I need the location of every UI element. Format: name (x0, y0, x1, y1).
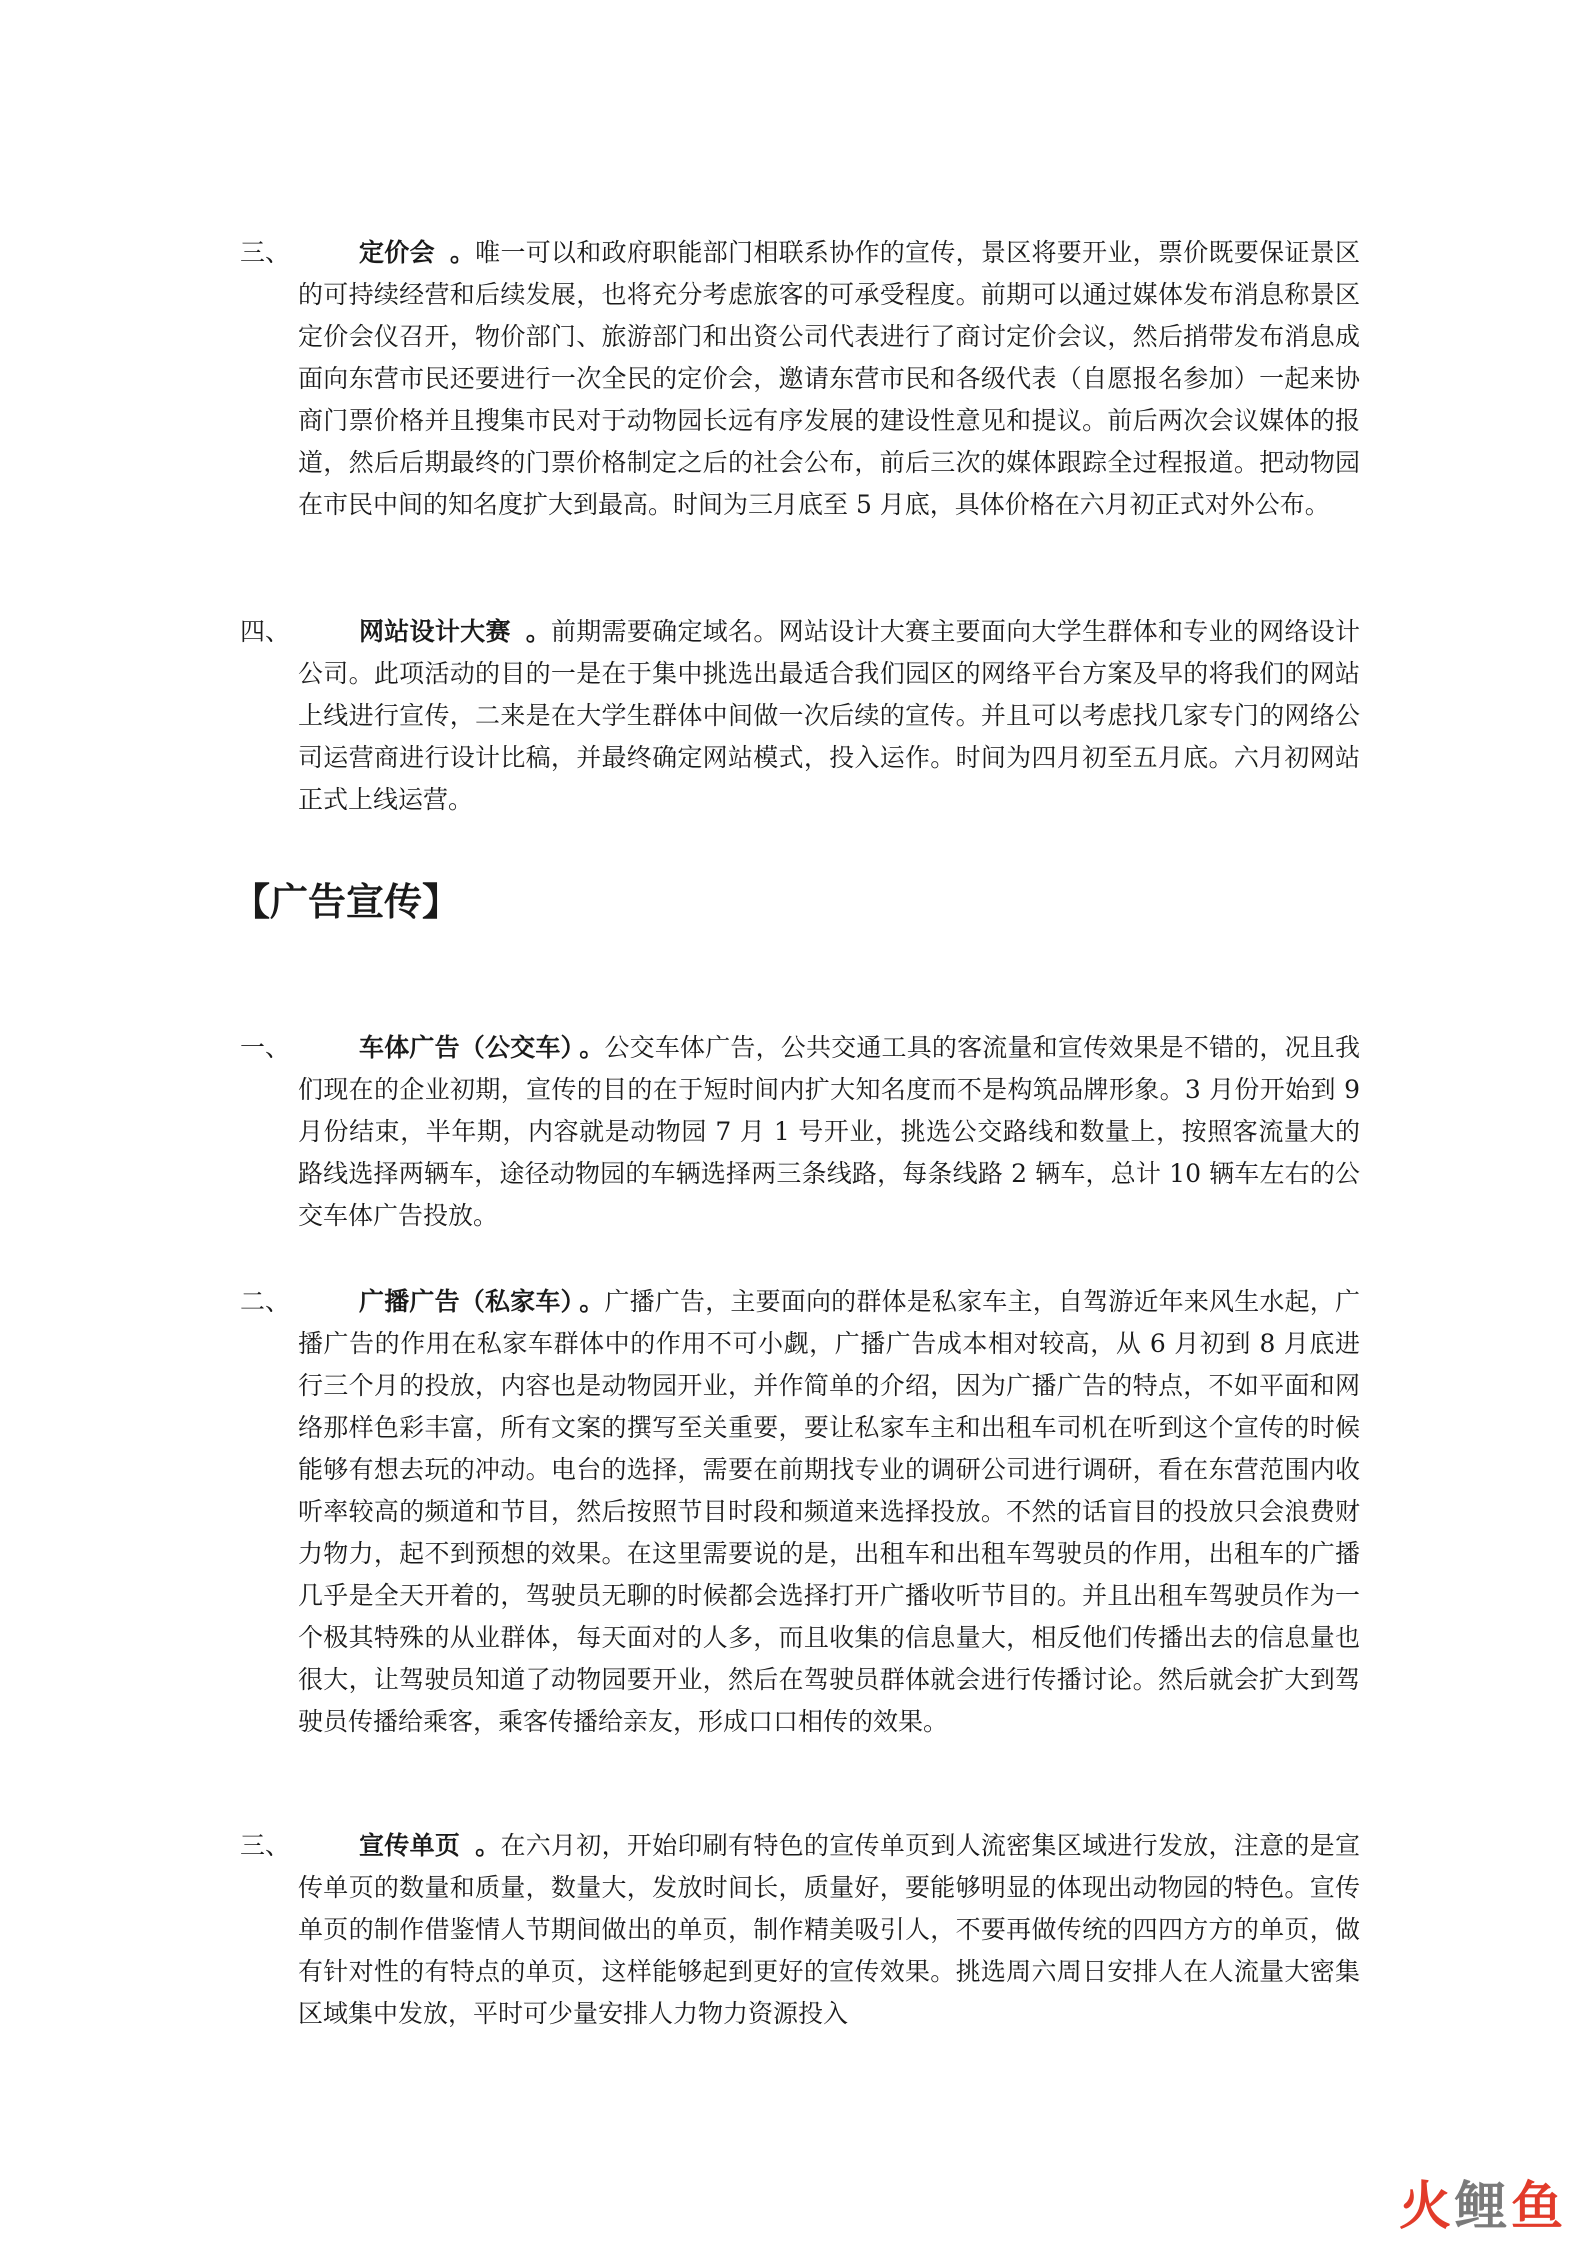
title-separator: 。 (579, 1287, 605, 1316)
section-title: 网站设计大赛 (359, 617, 511, 646)
section-title: 车体广告（公交车） (359, 1033, 574, 1062)
section-title: 广播广告（私家车） (359, 1287, 574, 1316)
watermark-char: 鱼 (1510, 2177, 1563, 2237)
section-text (298, 1027, 1360, 1237)
section-text (298, 611, 1360, 821)
watermark-char: 鲤 (1454, 2177, 1507, 2237)
title-separator: 。 (579, 1033, 605, 1062)
section-number: 三、 (240, 238, 291, 267)
watermark-char: 火 (1398, 2177, 1451, 2237)
section-body: 前期需要确定域名。网站设计大赛主要面向大学生群体和专业的网络设计公司。此项活动的目的一是在于集中挑选出最适合我们园区的网络平台方案及早的将我们的网站上线进行宣传，二来是在大学生群体中间做一次后续的宣传。并且可以考虑找几家专门的网络公司运营商进行设计比稿，并最终确定网站模式，投入运作。时间为四月初至五月底。六月初网站正式上线运营。 (298, 617, 1360, 814)
section-title: 宣传单页 (359, 1831, 461, 1860)
section-text (298, 1281, 1360, 1743)
section-body: 公交车体广告，公共交通工具的客流量和宣传效果是不错的，况且我们现在的企业初期，宣传的目的在于短时间内扩大知名度而不是构筑品牌形象。3 月份开始到 9 月份结束，半年期，内容就是动物园 7 月 1 号开业，挑选公交路线和数量上，按照客流量大的路线选择两辆车，途径动物园的车辆选择两三条线路，每条线路 2 辆车，总计 10 辆车左右的公交车体广告投放。 (298, 1033, 1360, 1230)
watermark-logo (1399, 2164, 1563, 2239)
section-body: 唯一可以和政府职能部门相联系协作的宣传，景区将要开业，票价既要保证景区的可持续经营和后续发展，也将充分考虑旅客的可承受程度。前期可以通过媒体发布消息称景区定价会仪召开，物价部门、旅游部门和出资公司代表进行了商讨定价会议，然后捎带发布消息成面向东营市民还要进行一次全民的定价会，邀请东营市民和各级代表（自愿报名参加）一起来协商门票价格并且搜集市民对于动物园长远有序发展的建设性意见和提议。前后两次会议媒体的报道，然后后期最终的门票价格制定之后的社会公布，前后三次的媒体跟踪全过程报道。把动物园在市民中间的知名度扩大到最高。时间为三月底至 5 月底，具体价格在六月初正式对外公布。 (298, 238, 1360, 519)
section-number: 一、 (240, 1033, 291, 1062)
title-separator: 。 (466, 1831, 501, 1860)
title-separator: 。 (440, 238, 476, 267)
section-number: 二、 (240, 1287, 291, 1316)
section-body: 在六月初，开始印刷有特色的宣传单页到人流密集区域进行发放，注意的是宣传单页的数量和质量，数量大，发放时间长，质量好，要能够明显的体现出动物园的特色。宣传单页的制作借鉴情人节期间做出的单页，制作精美吸引人，不要再做传统的四四方方的单页，做有针对性的有特点的单页，这样能够起到更好的宣传效果。挑选周六周日安排人在人流量大密集区域集中发放，平时可少量安排人力物力资源投入 (298, 1831, 1360, 2028)
section-number: 四、 (240, 617, 291, 646)
section-heading-advertising: 【广告宣传】 (232, 879, 461, 924)
section-radio-ads (240, 1281, 1360, 1743)
section-pricing-meeting (240, 232, 1360, 526)
title-separator: 。 (516, 617, 552, 646)
section-body: 广播广告，主要面向的群体是私家车主，自驾游近年来风生水起，广播广告的作用在私家车群体中的作用不可小觑，广播广告成本相对较高，从 6 月初到 8 月底进行三个月的投放，内容也是动物园开业，并作简单的介绍，因为广播广告的特点，不如平面和网络那样色彩丰富，所有文案的撰写至关重要，要让私家车主和出租车司机在听到这个宣传的时候能够有想去玩的冲动。电台的选择，需要在前期找专业的调研公司进行调研，看在东营范围内收听率较高的频道和节目，然后按照节目时段和频道来选择投放。不然的话盲目的投放只会浪费财力物力，起不到预想的效果。在这里需要说的是，出租车和出租车驾驶员的作用，出租车的广播几乎是全天开着的，驾驶员无聊的时候都会选择打开广播收听节目的。并且出租车驾驶员作为一个极其特殊的从业群体，每天面对的人多，而且收集的信息量大，相反他们传播出去的信息量也很大，让驾驶员知道了动物园要开业，然后在驾驶员群体就会进行传播讨论。然后就会扩大到驾驶员传播给乘客，乘客传播给亲友，形成口口相传的效果。 (298, 1287, 1360, 1736)
section-text (298, 232, 1360, 526)
section-text (298, 1825, 1360, 2035)
section-bus-ads (240, 1027, 1360, 1237)
section-title: 定价会 (359, 238, 435, 267)
section-number: 三、 (240, 1831, 291, 1860)
section-website-contest (240, 611, 1360, 821)
section-flyers (240, 1825, 1360, 2035)
